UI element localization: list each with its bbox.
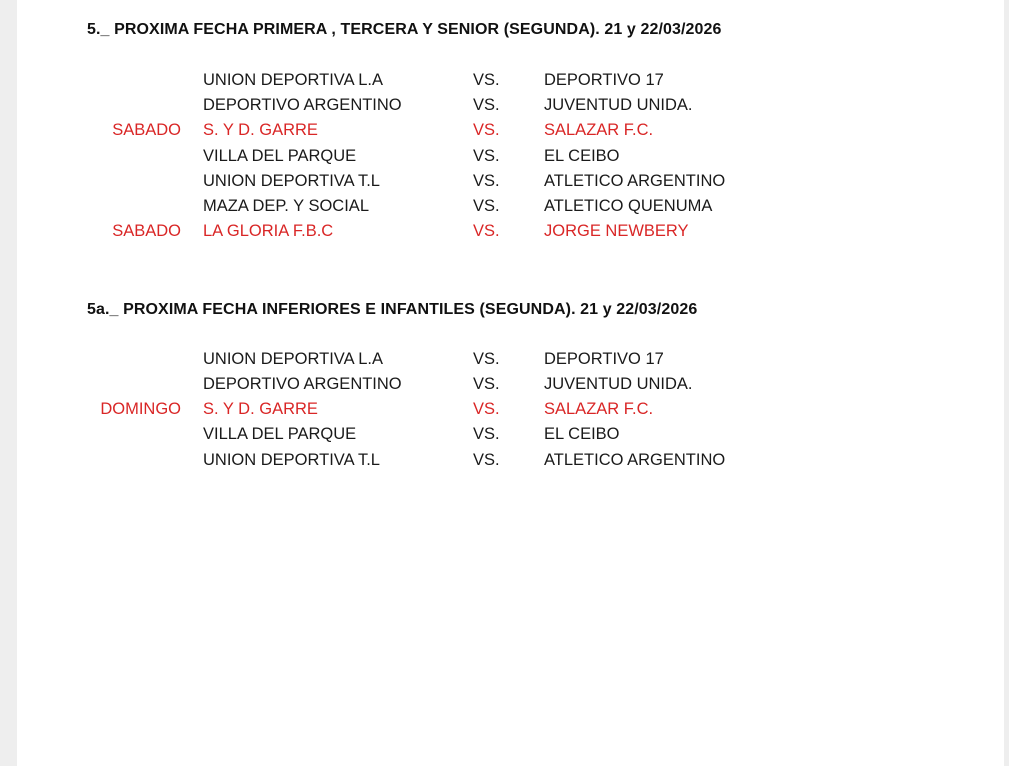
fixture-row-highlighted [17, 222, 1004, 247]
fixture-row [17, 451, 1004, 476]
home-team: S. Y D. GARRE [203, 121, 318, 139]
match-day: SABADO [112, 121, 181, 139]
fixture-row [17, 197, 1004, 222]
fixture-row [17, 71, 1004, 96]
fixture-row-highlighted [17, 400, 1004, 425]
fixture-row [17, 172, 1004, 197]
versus-label: VS. [473, 425, 500, 443]
versus-label: VS. [473, 400, 500, 418]
home-team: DEPORTIVO ARGENTINO [203, 375, 402, 393]
fixture-row [17, 350, 1004, 375]
away-team: DEPORTIVO 17 [544, 350, 664, 368]
home-team: UNION DEPORTIVA L.A [203, 71, 384, 89]
versus-label: VS. [473, 71, 500, 89]
versus-label: VS. [473, 375, 500, 393]
document-page [17, 0, 1004, 766]
away-team: JUVENTUD UNIDA. [544, 96, 693, 114]
home-team: LA GLORIA F.B.C [203, 222, 334, 240]
versus-label: VS. [473, 172, 500, 190]
home-team: VILLA DEL PARQUE [203, 425, 357, 443]
versus-label: VS. [473, 197, 500, 215]
home-team: UNION DEPORTIVA L.A [203, 350, 384, 368]
home-team: S. Y D. GARRE [203, 400, 318, 418]
versus-label: VS. [473, 451, 500, 469]
away-team: JORGE NEWBERY [544, 222, 689, 240]
fixture-row-highlighted [17, 121, 1004, 146]
away-team: EL CEIBO [544, 425, 620, 443]
fixture-row [17, 375, 1004, 400]
home-team: DEPORTIVO ARGENTINO [203, 96, 402, 114]
away-team: EL CEIBO [544, 147, 620, 165]
versus-label: VS. [473, 96, 500, 114]
away-team: JUVENTUD UNIDA. [544, 375, 693, 393]
versus-label: VS. [473, 147, 500, 165]
home-team: UNION DEPORTIVA T.L [203, 172, 380, 190]
fixture-row [17, 96, 1004, 121]
away-team: DEPORTIVO 17 [544, 71, 664, 89]
away-team: SALAZAR F.C. [544, 121, 654, 139]
fixture-row [17, 147, 1004, 172]
home-team: VILLA DEL PARQUE [203, 147, 357, 165]
away-team: ATLETICO QUENUMA [544, 197, 713, 215]
away-team: SALAZAR F.C. [544, 400, 654, 418]
away-team: ATLETICO ARGENTINO [544, 172, 726, 190]
home-team: MAZA DEP. Y SOCIAL [203, 197, 369, 215]
versus-label: VS. [473, 222, 500, 240]
versus-label: VS. [473, 121, 500, 139]
match-day: SABADO [112, 222, 181, 240]
fixture-row [17, 425, 1004, 450]
section-title-primera: 5._ PROXIMA FECHA PRIMERA , TERCERA Y SENIOR (SEGUNDA). 21 y 22/03/2026 [87, 21, 722, 38]
versus-label: VS. [473, 350, 500, 368]
match-day: DOMINGO [100, 400, 181, 418]
section-title-inferiores: 5a._ PROXIMA FECHA INFERIORES E INFANTILES (SEGUNDA). 21 y 22/03/2026 [87, 301, 698, 318]
away-team: ATLETICO ARGENTINO [544, 451, 726, 469]
home-team: UNION DEPORTIVA T.L [203, 451, 380, 469]
